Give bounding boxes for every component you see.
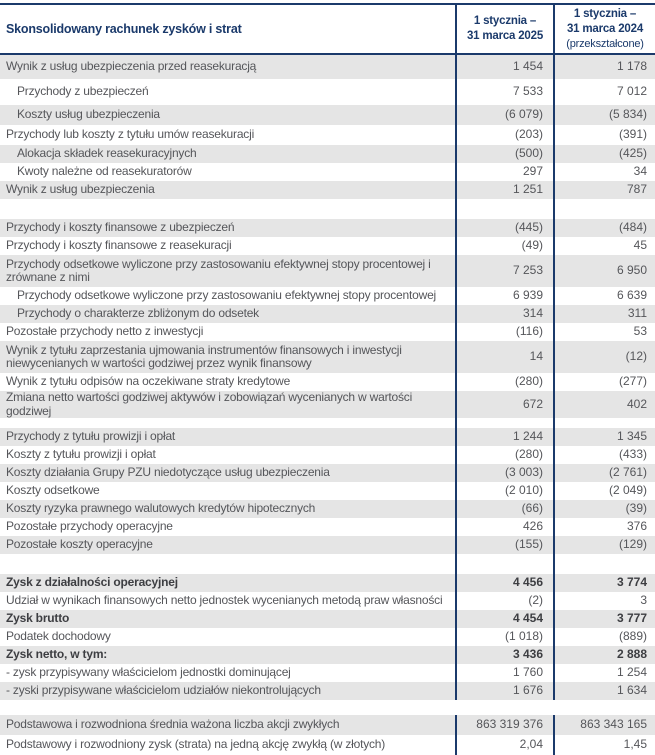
table-row <box>0 500 655 518</box>
row-label: Przychody z tytułu prowizji i opłat <box>6 429 176 444</box>
row-label: Zysk z działalności operacyjnej <box>6 575 178 590</box>
column-header-2024 <box>555 5 655 53</box>
table-row <box>0 55 655 79</box>
value-2024: 3 <box>640 593 647 608</box>
value-2025: (66) <box>455 500 555 518</box>
table-row <box>0 323 655 341</box>
value-2025: 3 436 <box>455 646 555 664</box>
value-2025: 7 533 <box>455 79 555 105</box>
value-2025: 314 <box>455 305 555 323</box>
table-row <box>0 536 655 554</box>
value-2024: 1 345 <box>616 429 647 444</box>
value-2024: 1 634 <box>616 683 647 698</box>
row-label <box>0 554 455 574</box>
column-header-2024-line2: 31 marca 2024 <box>566 22 644 35</box>
value-2024 <box>555 199 655 219</box>
row-label: Przychody i koszty finansowe z reasekuracji <box>6 238 232 253</box>
row-label: Zmiana netto wartości godziwej aktywów i zobowiązań wycenianych w wartości godziwej <box>6 390 413 418</box>
value-2025: 1 251 <box>455 181 555 199</box>
column-header-2025-line1: 1 stycznia – <box>473 15 537 28</box>
value-2025: 1 760 <box>455 664 555 682</box>
row-label: Wynik z tytułu odpisów na oczekiwane straty kredytowe <box>6 374 291 389</box>
value-2025: 4 454 <box>455 610 555 628</box>
row-label: Przychody odsetkowe wyliczone przy zastosowaniu efektywnej stopy procentowej i zrównane z nimi <box>6 256 431 285</box>
table-row <box>0 446 655 464</box>
column-header-2025 <box>455 5 555 53</box>
spacer-row <box>0 199 655 219</box>
spacer-row <box>0 700 655 715</box>
value-2024: 2 888 <box>616 647 647 662</box>
table-row <box>0 592 655 610</box>
table-row <box>0 181 655 199</box>
row-label: Kwoty należne od reasekuratorów <box>17 164 192 179</box>
row-label: Koszty z tytułu prowizji i opłat <box>6 447 156 462</box>
value-2025: 1 454 <box>455 55 555 79</box>
table-row <box>0 305 655 323</box>
value-2024: (889) <box>618 629 647 644</box>
table-row <box>0 255 655 287</box>
value-2024: 7 012 <box>616 84 647 99</box>
table-row <box>0 664 655 682</box>
value-2024: 53 <box>633 324 647 339</box>
value-2025: (116) <box>455 323 555 341</box>
table-title: Skonsolidowany rachunek zysków i strat <box>6 22 242 37</box>
value-2025: 297 <box>455 163 555 181</box>
value-2025: (2 010) <box>455 482 555 500</box>
table-header-row <box>0 5 655 55</box>
value-2024: 45 <box>633 238 647 253</box>
value-2025: 1 676 <box>455 682 555 700</box>
row-label: Przychody i koszty finansowe z ubezpieczeń <box>6 220 235 235</box>
table-row <box>0 237 655 255</box>
value-2024: (5 834) <box>608 107 647 122</box>
value-2024: (12) <box>625 349 647 364</box>
row-label: - zyski przypisywane właścicielom udziałów niekontrolujących <box>6 683 321 698</box>
table-row <box>0 610 655 628</box>
row-label: Koszty usług ubezpieczenia <box>17 107 160 122</box>
row-label: Alokacja składek reasekuracyjnych <box>17 146 197 161</box>
value-2025: (203) <box>455 125 555 145</box>
value-2025: (500) <box>455 145 555 163</box>
value-2024: 6 639 <box>616 288 647 303</box>
table-row <box>0 628 655 646</box>
value-2025: (1 018) <box>455 628 555 646</box>
row-label: Koszty ryzyka prawnego walutowych kredytów hipotecznych <box>6 501 316 516</box>
row-label: Pozostałe przychody operacyjne <box>6 519 173 534</box>
row-label: Zysk brutto <box>6 611 70 626</box>
row-label: Pozostałe koszty operacyjne <box>6 537 153 552</box>
value-2024 <box>555 554 655 574</box>
value-2024: (433) <box>618 447 647 462</box>
value-2024: 1 254 <box>616 665 647 680</box>
value-2024: 311 <box>627 306 647 321</box>
value-2025: (280) <box>455 446 555 464</box>
table-row <box>0 682 655 700</box>
value-2024: 863 343 165 <box>580 717 647 732</box>
value-2024: (484) <box>618 220 647 235</box>
value-2024 <box>555 418 655 428</box>
value-2025: 672 <box>455 391 555 418</box>
value-2025: 4 456 <box>455 574 555 592</box>
table-row <box>0 341 655 373</box>
table-row <box>0 735 655 755</box>
table-row <box>0 163 655 181</box>
table-row <box>0 219 655 237</box>
row-label <box>0 199 455 219</box>
table-row <box>0 428 655 446</box>
value-2025: 2,04 <box>455 735 555 755</box>
row-label: Przychody o charakterze zbliżonym do odsetek <box>17 306 259 321</box>
table-row <box>0 391 655 418</box>
table-row <box>0 646 655 664</box>
value-2025 <box>455 554 555 574</box>
value-2025: (2) <box>455 592 555 610</box>
table-row <box>0 464 655 482</box>
value-2025: (445) <box>455 219 555 237</box>
row-label: Koszty odsetkowe <box>6 483 100 498</box>
value-2025 <box>455 199 555 219</box>
value-2025: 426 <box>455 518 555 536</box>
spacer-row <box>0 554 655 574</box>
row-label: Wynik z usług ubezpieczenia przed reasekuracją <box>6 59 257 74</box>
value-2025: (3 003) <box>455 464 555 482</box>
row-label: Wynik z usług ubezpieczenia <box>6 182 155 197</box>
value-2024: 1 178 <box>616 59 647 74</box>
value-2024: (277) <box>618 374 647 389</box>
row-label: Zysk netto, w tym: <box>6 647 108 662</box>
row-label <box>0 418 455 428</box>
value-2024: 3 777 <box>616 611 647 626</box>
row-label: Przychody z ubezpieczeń <box>17 84 149 99</box>
row-label: Podstawowy i rozwodniony zysk (strata) na jedną akcję zwykłą (w złotych) <box>6 737 386 752</box>
profit-loss-table <box>0 3 655 755</box>
value-2025 <box>455 700 555 715</box>
value-2024: (39) <box>625 501 647 516</box>
spacer-row <box>0 418 655 428</box>
value-2024: (391) <box>618 127 647 142</box>
value-2024 <box>555 700 655 715</box>
table-row <box>0 482 655 500</box>
row-label: Podstawowa i rozwodniona średnia ważona liczba akcji zwykłych <box>6 717 340 732</box>
value-2024: 787 <box>626 182 647 197</box>
value-2024: 1,45 <box>623 737 647 752</box>
value-2024: (425) <box>618 146 647 161</box>
table-row <box>0 145 655 163</box>
value-2024: (2 761) <box>608 465 647 480</box>
value-2024: 376 <box>626 519 647 534</box>
value-2025: 14 <box>455 341 555 373</box>
value-2024: 3 774 <box>616 575 647 590</box>
table-row <box>0 125 655 145</box>
value-2025: (155) <box>455 536 555 554</box>
row-label <box>0 700 455 715</box>
table-row <box>0 518 655 536</box>
column-header-2024-note: (przekształcone) <box>566 37 644 50</box>
row-label: Koszty działania Grupy PZU niedotyczące usług ubezpieczenia <box>6 465 330 480</box>
column-header-2025-line2: 31 marca 2025 <box>466 30 544 43</box>
value-2024: (129) <box>618 537 647 552</box>
row-label: - zysk przypisywany właścicielom jednostki dominującej <box>6 665 291 680</box>
row-label: Podatek dochodowy <box>6 629 111 644</box>
value-2025: 7 253 <box>455 255 555 287</box>
table-row <box>0 287 655 305</box>
column-header-2024-line1: 1 stycznia – <box>573 8 637 20</box>
table-body <box>0 55 655 755</box>
value-2024: (2 049) <box>608 483 647 498</box>
row-label: Udział w wynikach finansowych netto jednostek wycenianych metodą praw własności <box>6 593 443 608</box>
row-label: Przychody lub koszty z tytułu umów reasekuracji <box>6 127 255 142</box>
value-2024: 34 <box>633 164 647 179</box>
value-2025: (280) <box>455 373 555 391</box>
table-row <box>0 105 655 125</box>
value-2025: (6 079) <box>455 105 555 125</box>
table-row <box>0 373 655 391</box>
value-2025: 863 319 376 <box>455 715 555 735</box>
row-label: Wynik z tytułu zaprzestania ujmowania instrumentów finansowych i inwestycji niewycenianych w wartości godziwej przez wynik finansowy <box>6 342 402 371</box>
value-2025: 6 939 <box>455 287 555 305</box>
table-row <box>0 79 655 105</box>
value-2025: 1 244 <box>455 428 555 446</box>
row-label: Pozostałe przychody netto z inwestycji <box>6 324 204 339</box>
table-row <box>0 715 655 735</box>
row-label: Przychody odsetkowe wyliczone przy zastosowaniu efektywnej stopy procentowej <box>17 288 437 303</box>
table-row <box>0 574 655 592</box>
value-2025 <box>455 418 555 428</box>
value-2025: (49) <box>455 237 555 255</box>
value-2024: 6 950 <box>616 263 647 278</box>
value-2024: 402 <box>626 396 647 411</box>
